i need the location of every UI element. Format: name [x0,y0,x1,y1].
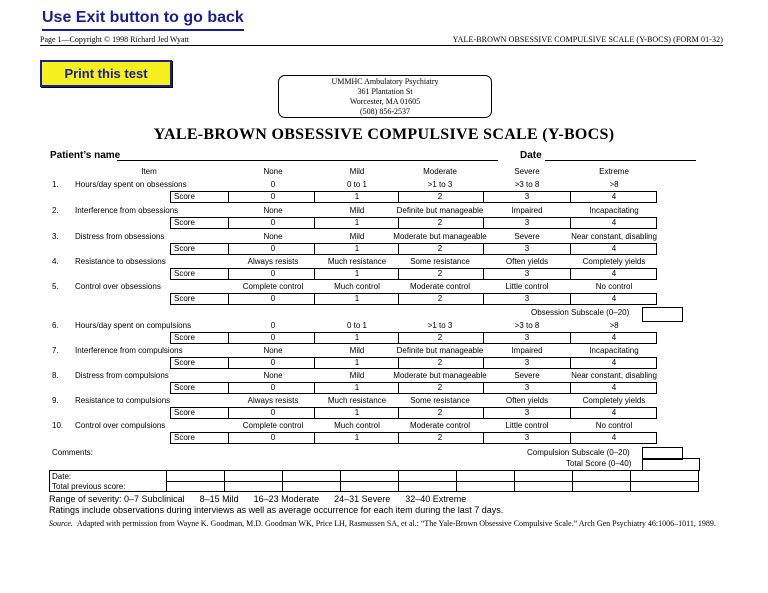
item-option: Moderate but manageable [393,232,487,241]
score-divider [398,243,399,255]
score-label: Score [174,294,195,303]
score-label: Score [174,383,195,392]
compulsion-subscale-label: Compulsion Subscale (0–20) [527,448,630,457]
item-number: 4. [52,257,59,266]
comments-label: Comments: [52,448,93,457]
score-divider [398,293,399,305]
item-option: Little control [505,421,549,430]
score-divider [314,217,315,229]
score-value-0-0[interactable]: 0 [270,192,276,201]
score-value-7-4[interactable]: 4 [611,383,617,392]
item-number: 3. [52,232,59,241]
score-value-4-4[interactable]: 4 [611,294,617,303]
score-divider [314,268,315,280]
score-divider [570,357,571,369]
score-value-9-0[interactable]: 0 [270,433,276,442]
item-option: >8 [609,321,619,330]
item-option: Mild [349,206,365,215]
score-value-0-1[interactable]: 1 [354,192,360,201]
score-value-8-4[interactable]: 4 [611,408,617,417]
score-divider [398,382,399,394]
score-value-7-1[interactable]: 1 [354,383,360,392]
score-divider [228,407,229,419]
score-divider [570,191,571,203]
print-button[interactable]: Print this test [40,60,172,87]
item-option: Moderate control [409,421,471,430]
score-row [170,357,657,369]
score-divider [398,332,399,344]
score-value-8-1[interactable]: 1 [354,408,360,417]
score-row [170,332,657,344]
item-option: 0 [270,180,276,189]
item-label: Distress from compulsions [75,371,169,380]
item-number: 9. [52,396,59,405]
column-header: Extreme [599,167,629,176]
score-row [170,382,657,394]
item-option: Moderate control [409,282,471,291]
item-label: Interference from compulsions [75,346,183,355]
date-row-label: Date: [52,472,72,481]
score-divider [314,357,315,369]
date-field[interactable] [545,160,696,161]
score-value-2-1[interactable]: 1 [354,244,360,253]
score-divider [228,293,229,305]
item-option: >3 to 8 [514,180,540,189]
history-cell[interactable] [515,471,572,481]
score-divider [483,191,484,203]
score-divider [228,191,229,203]
score-divider [483,217,484,229]
item-option: Always resists [247,257,299,266]
score-divider [228,332,229,344]
item-option: Much resistance [327,257,387,266]
score-value-7-0[interactable]: 0 [270,383,276,392]
item-number: 5. [52,282,59,291]
obsession-subscale-box[interactable] [642,307,683,322]
item-option: Mild [349,371,365,380]
item-option: >1 to 3 [427,321,453,330]
score-value-9-3[interactable]: 3 [524,433,530,442]
score-divider [228,382,229,394]
history-cell[interactable] [341,471,398,481]
score-value-1-4[interactable]: 4 [611,218,617,227]
score-divider [483,268,484,280]
item-option: Complete control [242,282,304,291]
score-value-7-2[interactable]: 2 [437,383,443,392]
score-divider [483,407,484,419]
patient-name-field[interactable] [117,160,498,161]
score-divider [483,357,484,369]
score-value-5-0[interactable]: 0 [270,333,276,342]
column-header: Mild [349,167,365,176]
item-option: 0 to 1 [346,180,368,189]
item-number: 6. [52,321,59,330]
item-option: None [263,346,283,355]
score-divider [314,191,315,203]
score-divider [570,268,571,280]
score-value-8-0[interactable]: 0 [270,408,276,417]
page-title: YALE-BROWN OBSESSIVE COMPULSIVE SCALE (Y-BOCS) [153,126,615,143]
score-value-5-4[interactable]: 4 [611,333,617,342]
score-value-5-1[interactable]: 1 [354,333,360,342]
exit-link[interactable]: Use Exit button to go back [42,9,244,31]
score-label: Score [174,192,195,201]
column-header: Moderate [423,167,457,176]
item-option: No control [595,282,633,291]
score-value-0-3[interactable]: 3 [524,192,530,201]
score-value-6-1[interactable]: 1 [354,358,360,367]
item-number: 8. [52,371,59,380]
score-value-3-4[interactable]: 4 [611,269,617,278]
item-option: Definite but manageable [396,346,484,355]
score-divider [570,407,571,419]
item-option: Incapacitating [589,346,639,355]
score-value-6-2[interactable]: 2 [437,358,443,367]
item-label: Distress from obsessions [75,232,165,241]
item-option: Severe [514,232,540,241]
score-value-4-3[interactable]: 3 [524,294,530,303]
score-label: Score [174,244,195,253]
score-label: Score [174,408,195,417]
column-header: Severe [514,167,540,176]
score-row [170,432,657,444]
item-label: Control over compulsions [75,421,166,430]
score-divider [314,332,315,344]
item-option: Often yields [505,396,549,405]
score-divider [570,217,571,229]
column-header-item: Item [141,167,157,176]
score-value-1-3[interactable]: 3 [524,218,530,227]
history-cell[interactable] [167,471,224,481]
source-text: Adapted with permission from Wayne K. Goodman, M.D. Goodman WK, Price LH, Rasmussen SA, et al.: “The Yale-Brown Obsessive Compulsive Scale.” Arch Gen Psychiatry 46:1006–1011, 1989. [76,519,716,528]
source-citation [49,519,721,529]
score-divider [398,357,399,369]
score-value-8-3[interactable]: 3 [524,408,530,417]
item-option: Always resists [247,396,299,405]
score-divider [398,268,399,280]
column-header: None [263,167,283,176]
score-divider [228,432,229,444]
score-divider [314,382,315,394]
score-divider [228,217,229,229]
score-value-0-4[interactable]: 4 [611,192,617,201]
score-divider [570,332,571,344]
score-row [170,407,657,419]
total-previous-label: Total previous score: [52,482,126,491]
item-option: No control [595,421,633,430]
score-label: Score [174,433,195,442]
score-divider [314,243,315,255]
score-divider [570,293,571,305]
score-row [170,191,657,203]
header-rule [40,45,723,46]
score-divider [483,243,484,255]
ratings-note: Ratings include observations during interviews as well as average occurrence for each item during the last 7 days. [49,505,504,515]
item-option: >3 to 8 [514,321,540,330]
item-option: None [263,206,283,215]
item-option: Often yields [505,257,549,266]
obsession-subscale-label: Obsession Subscale (0–20) [531,308,630,317]
total-score-label: Total Score (0–40) [566,459,632,468]
item-option: Some resistance [410,396,470,405]
score-label: Score [174,218,195,227]
item-option: Much resistance [327,396,387,405]
date-label: Date [520,150,542,161]
score-divider [483,332,484,344]
score-divider [228,357,229,369]
score-value-2-0[interactable]: 0 [270,244,276,253]
score-value-3-3[interactable]: 3 [524,269,530,278]
item-option: Some resistance [410,257,470,266]
item-option: None [263,371,283,380]
address-line: UMMHC Ambulatory Psychiatry [331,77,439,86]
score-value-5-2[interactable]: 2 [437,333,443,342]
score-divider [398,191,399,203]
score-row [170,217,657,229]
history-cell[interactable] [573,471,630,481]
item-option: 0 to 1 [346,321,368,330]
score-value-2-4[interactable]: 4 [611,244,617,253]
score-value-1-0[interactable]: 0 [270,218,276,227]
page-copyright: Page 1—Copyright © 1998 Richard Jed Wyatt [40,35,189,44]
item-option: Severe [514,371,540,380]
score-divider [314,432,315,444]
item-option: Complete control [242,421,304,430]
score-divider [314,407,315,419]
score-value-6-4[interactable]: 4 [611,358,617,367]
score-divider [570,243,571,255]
history-cell[interactable] [631,471,688,481]
score-label: Score [174,333,195,342]
item-option: Much control [334,282,380,291]
history-cell[interactable] [457,471,514,481]
score-value-4-1[interactable]: 1 [354,294,360,303]
score-divider [398,217,399,229]
patient-name-label: Patient’s name [50,150,121,161]
score-divider [228,268,229,280]
item-option: Moderate but manageable [393,371,487,380]
score-value-6-3[interactable]: 3 [524,358,530,367]
score-value-2-3[interactable]: 3 [524,244,530,253]
item-number: 7. [52,346,59,355]
item-number: 10. [52,421,64,430]
score-value-9-1[interactable]: 1 [354,433,360,442]
item-label: Control over obsessions [75,282,161,291]
item-option: Much control [334,421,380,430]
item-option: 0 [270,321,276,330]
score-divider [570,382,571,394]
item-label: Resistance to compulsions [75,396,171,405]
score-value-4-2[interactable]: 2 [437,294,443,303]
item-option: Mild [349,346,365,355]
score-value-3-0[interactable]: 0 [270,269,276,278]
address-line: Worcester, MA 01605 [349,97,421,106]
score-value-7-3[interactable]: 3 [524,383,530,392]
item-label: Hours/day spent on obsessions [75,180,187,189]
score-value-4-0[interactable]: 0 [270,294,276,303]
source-label: Source. [49,519,73,528]
item-option: >8 [609,180,619,189]
score-divider [314,293,315,305]
score-value-6-0[interactable]: 0 [270,358,276,367]
address-line: 361 Plantation St [357,87,413,96]
history-cell[interactable] [283,471,340,481]
score-label: Score [174,358,195,367]
score-label: Score [174,269,195,278]
score-divider [570,432,571,444]
score-row [170,268,657,280]
history-row-divider [166,481,699,482]
score-value-5-3[interactable]: 3 [524,333,530,342]
score-value-0-2[interactable]: 2 [437,192,443,201]
item-option: Little control [505,282,549,291]
item-option: Definite but manageable [396,206,484,215]
item-label: Interference from obsessions [75,206,179,215]
score-row [170,243,657,255]
score-divider [483,432,484,444]
item-number: 2. [52,206,59,215]
address-line: (508) 856-2537 [360,107,410,116]
item-option: Mild [349,232,365,241]
item-option: Near constant, disabling [571,232,657,241]
score-value-1-1[interactable]: 1 [354,218,360,227]
history-cell[interactable] [399,471,456,481]
severity-ranges: Range of severity: 0–7 Subclinical 8–15 Mild 16–23 Moderate 24–31 Severe 32–40 Extreme [49,494,467,504]
history-cell[interactable] [225,471,282,481]
score-divider [483,382,484,394]
score-divider [483,293,484,305]
score-value-3-2[interactable]: 2 [437,269,443,278]
score-divider [398,407,399,419]
item-option: Incapacitating [589,206,639,215]
score-value-9-2[interactable]: 2 [437,433,443,442]
item-option: Near constant, disabling [571,371,657,380]
item-option: Impaired [511,206,543,215]
item-option: Completely yields [582,396,646,405]
item-number: 1. [52,180,59,189]
address-box [278,75,492,118]
item-option: >1 to 3 [427,180,453,189]
item-option: None [263,232,283,241]
score-divider [228,243,229,255]
score-divider [398,432,399,444]
score-value-8-2[interactable]: 2 [437,408,443,417]
score-row [170,293,657,305]
score-value-3-1[interactable]: 1 [354,269,360,278]
score-value-2-2[interactable]: 2 [437,244,443,253]
score-value-1-2[interactable]: 2 [437,218,443,227]
item-label: Resistance to obsessions [75,257,166,266]
score-value-9-4[interactable]: 4 [611,433,617,442]
form-header: YALE-BROWN OBSESSIVE COMPULSIVE SCALE (Y-BOCS) (FORM 01-32) [452,35,723,44]
item-label: Hours/day spent on compulsions [75,321,192,330]
item-option: Impaired [511,346,543,355]
item-option: Completely yields [582,257,646,266]
